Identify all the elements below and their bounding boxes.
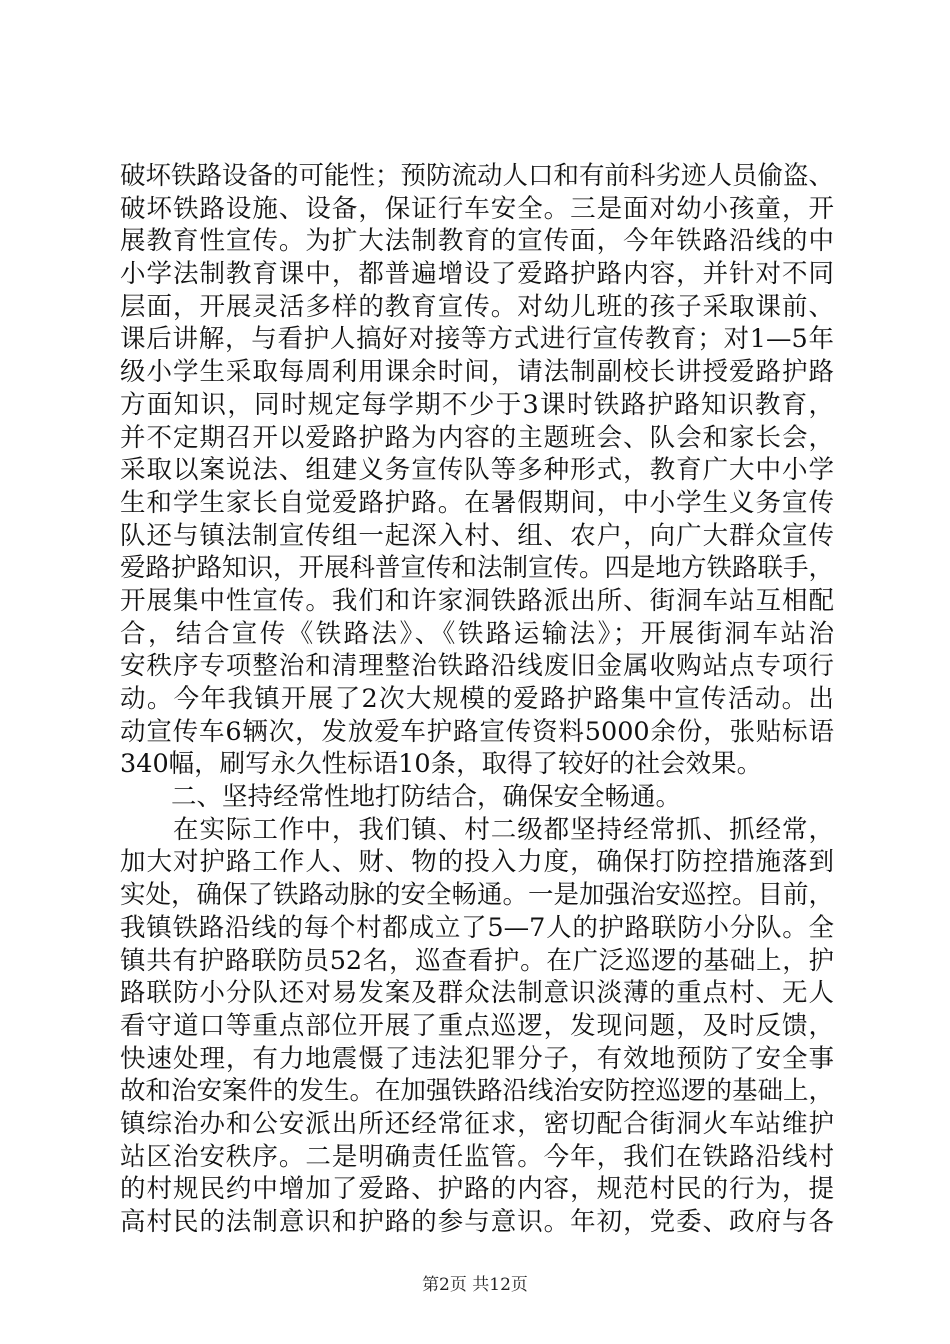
text-line: 层面，开展灵活多样的教育宣传。对幼儿班的孩子采取课前、	[120, 291, 834, 322]
text-line: 的村规民约中增加了爱路、护路的内容，规范村民的行为，提	[120, 1174, 834, 1205]
text-line: 方面知识，同时规定每学期不少于3课时铁路护路知识教育，	[120, 389, 834, 420]
text-line: 展教育性宣传。为扩大法制教育的宣传面，今年铁路沿线的中	[120, 226, 834, 257]
text-line: 开展集中性宣传。我们和许家洞铁路派出所、街洞车站互相配	[120, 585, 834, 616]
text-line: 340幅，刷写永久性标语10条，取得了较好的社会效果。	[120, 749, 763, 780]
document-body	[120, 160, 834, 1239]
text-line: 采取以案说法、组建义务宣传队等多种形式，教育广大中小学	[120, 455, 834, 486]
text-line: 动宣传车6辆次，发放爱车护路宣传资料5000余份，张贴标语	[120, 716, 834, 747]
text-line: 小学法制教育课中，都普遍增设了爱路护路内容，并针对不同	[120, 259, 834, 290]
text-line: 快速处理，有力地震慑了违法犯罪分子，有效地预防了安全事	[120, 1043, 834, 1074]
text-line: 队还与镇法制宣传组一起深入村、组、农户，向广大群众宣传	[120, 520, 834, 551]
text-line: 爱路护路知识，开展科普宣传和法制宣传。四是地方铁路联手，	[120, 553, 835, 584]
text-line: 故和治安案件的发生。在加强铁路沿线治安防控巡逻的基础上，	[120, 1076, 835, 1107]
text-line: 二、坚持经常性地打防结合，确保安全畅通。	[120, 782, 682, 813]
text-line: 动。今年我镇开展了2次大规模的爱路护路集中宣传活动。出	[120, 684, 834, 714]
text-line: 我镇铁路沿线的每个村都成立了5—7人的护路联防小分队。全	[120, 912, 834, 943]
text-line: 并不定期召开以爱路护路为内容的主题班会、队会和家长会，	[120, 422, 834, 453]
text-line: 看守道口等重点部位开展了重点巡逻，发现问题，及时反馈，	[120, 1010, 834, 1041]
text-line: 镇共有护路联防员52名，巡查看护。在广泛巡逻的基础上，护	[120, 945, 834, 976]
page-footer: 第2页 共12页	[422, 1275, 528, 1295]
text-line: 路联防小分队还对易发案及群众法制意识淡薄的重点村、无人	[120, 978, 834, 1009]
text-line: 高村民的法制意识和护路的参与意识。年初，党委、政府与各	[120, 1207, 834, 1237]
text-line: 镇综治办和公安派出所还经常征求，密切配合街洞火车站维护	[120, 1108, 834, 1139]
text-line: 级小学生采取每周利用课余时间，请法制副校长讲授爱路护路	[120, 357, 834, 388]
text-line: 合，结合宣传《铁路法》、《铁路运输法》；开展街洞车站治	[120, 618, 834, 649]
text-line: 生和学生家长自觉爱路护路。在暑假期间，中小学生义务宣传	[120, 487, 834, 518]
text-line: 破坏铁路设施、设备，保证行车安全。三是面对幼小孩童，开	[120, 193, 834, 224]
text-line: 在实际工作中，我们镇、村二级都坚持经常抓、抓经常，	[120, 814, 834, 845]
text-line: 课后讲解，与看护人搞好对接等方式进行宣传教育；对1—5年	[120, 324, 834, 355]
text-line: 加大对护路工作人、财、物的投入力度，确保打防控措施落到	[120, 847, 834, 878]
text-line: 破坏铁路设备的可能性；预防流动人口和有前科劣迹人员偷盗、	[120, 161, 835, 191]
text-line: 实处，确保了铁路动脉的安全畅通。一是加强治安巡控。目前，	[120, 880, 835, 911]
text-line: 站区治安秩序。二是明确责任监管。今年，我们在铁路沿线村	[120, 1141, 834, 1172]
text-line: 安秩序专项整治和清理整治铁路沿线废旧金属收购站点专项行	[120, 651, 834, 682]
